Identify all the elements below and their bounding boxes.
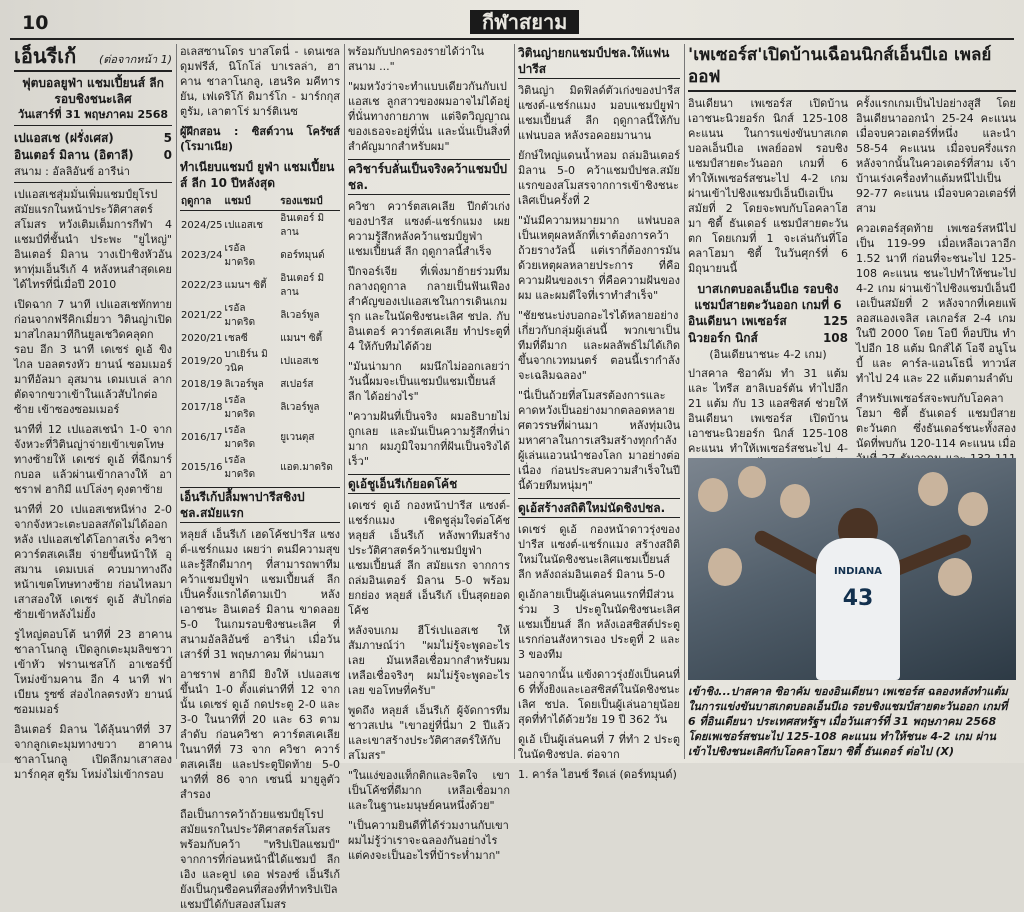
cell-runner-up: แอต.มาดริด	[280, 462, 333, 473]
paragraph: "ผมหวังว่าจะทำแบบเดียวกันกับเปแอสเช ลูกสาวของผมอาจไม่ได้อยู่ที่นั่นทางกายภาพ แต่จิตวิญญาณของเธอจะอยู่ที่นั่น และนั่นเป็นสิ่งที่สำคัญมากสำหรับผม"	[348, 80, 510, 153]
paragraph: สำหรับเพเซอร์สจะพบกับโอคลาโฮมา ซิตี้ ธันเดอร์ แชมป์สายตะวันตก ซึ่งธันเดอร์ชนะทั้งสองนัดที่พบกัน 120-114 คะแนน เมื่อ	[856, 392, 1016, 450]
continued-note: (ต่อจากหน้า 1)	[98, 53, 172, 66]
paragraph: ยักษ์ใหญ่แดนน้ำหอม ถล่มอินเตอร์ มิลาน 5-0 คว้าแชมป์ปชล.สมัยแรกของสโมสรจากการเข้าชิงชนะเลิศเป็นครั้งที่ 2	[518, 149, 680, 207]
col-champion: แชมป์	[224, 194, 280, 211]
paragraph: พร้อมกับปกครองรายได้ว่าในสนาม ..."	[348, 45, 484, 73]
score-row-home	[14, 130, 172, 147]
match-subtitle: ฟุตบอลยูฟ่า แชมเปี้ยนส์ ลีก รอบชิงชนะเลิศ	[22, 76, 164, 106]
paragraph: "มันน่ามาก ผมนึกไม่ออกเลยว่า วันนี้ผมจะเป็นแชมป์แชมเปี้ยนส์ ลีก ได้อย่างไร"	[348, 360, 510, 403]
jersey-team: INDIANA	[834, 566, 882, 577]
table-row	[180, 393, 340, 423]
paragraph: หลังจบเกม ฮีโร่เปแอสเช ให้สัมภาษณ์ว่า "ผมไม่รู้จะพูดอะไรเลย มันเหลือเชื่อมากสำหรับผม เหลือเชื่อจริงๆ ผมไม่รู้จะพูดอะไรเลย ขอโทษที่ครับ"	[348, 624, 510, 697]
table-row	[180, 423, 340, 453]
player-jersey	[816, 538, 900, 680]
nba-home-score: 125	[822, 314, 848, 328]
paragraph: ถือเป็นการคว้าถ้วยแชมป์ยุโรปสมัยแรกในประวัติศาสตร์สโมสร พร้อมกับคว้า "ทริปเปิลแชมป์" จากการที่ก่อนหน้านี้ได้แชมป์ ลีก เอิง และคูป เดอ ฟรองซ์ เอ็นรีเก้ยังเป็นกุนซือคนที่สองที่ทำทริปเปิลแชมป์ได้กับสองสโมสร	[180, 808, 340, 911]
cell-runner-up: เปแอสเช	[280, 356, 319, 367]
section-heading: เอ็นรีเก้ปลื้มพาปารีสชิงปชล.สมัยแรก	[180, 487, 340, 523]
crowd-figure	[698, 478, 728, 512]
cell-champion: เรอัล มาดริด	[224, 425, 256, 450]
stadium: สนาม : อัลลิอันซ์ อารีน่า	[14, 164, 172, 183]
table-row	[180, 331, 340, 347]
page-header	[0, 10, 1024, 36]
cell-runner-up: ลิเวอร์พูล	[280, 402, 320, 413]
cell-season: 2015/16	[181, 462, 223, 473]
cell-runner-up: อินเตอร์ มิลาน	[280, 213, 325, 238]
table-row	[180, 271, 340, 301]
photo-caption: เข้าชิง...ปาสคาล ซิอาคัม ของอินเดียนา เพเซอร์ส ฉลองหลังทำแต้ม ในการแข่งขันบาสเกตบอลเอ็นบีเอ รอบชิงแชมป์สายตะวันออก เกมที่ 6 ที่อินเดียนา ประเทศสหรัฐฯ เมื่อวันเสาร์ที่ 31 พฤษภาคม 2568 โดยเพเซอร์สชนะไป 125-108 คะแนน ทำให้ชนะ 4-2 เกม ผ่านเข้าไปชิงชนะเลิศกับโอคลาโฮมา ซิตี้ ธันเดอร์ ต่อไป (X)	[688, 685, 1008, 758]
paragraph: "ในแง่ของแท็กติกและจิตใจ เขาเป็นโค้ชที่ดีมาก เหลือเชื่อมาก และในฐานะมนุษย์คนหนึ่งด้วย"	[348, 769, 510, 812]
paragraph: ครั้งแรกเกมเป็นไปอย่างสูสี โดยอินเดียนาออกนำ 25-24 คะแนน เมื่อจบควอเตอร์ที่หนึ่ง และนำ 58-54 คะแนน เมื่อจบครึ่งแรก หลังจากนั้นในควอเตอร์ที่สาม เจ้าบ้านเร่งเครื่องทำแต้มหนีไปเป็น 92-77 คะแนน เมื่อจบควอเตอร์ที่สาม	[856, 97, 1016, 215]
cell-season: 2020/21	[181, 333, 223, 344]
cell-champion: เรอัล มาดริด	[224, 303, 256, 328]
section-heading: วิตินญ่ายกแชมป์ปชล.ให้แฟนปารีส	[518, 44, 680, 79]
paragraph: อินเตอร์ มิลาน ได้ลุ้นนาทีที่ 37 จากลูกเตะมุมทางขวา ฮาคาน ชาลาโนกลู เปิดลีกมาเสาสอง มาร์กคุส ตูรัม โหม่งไม่เข้ากรอบ	[14, 723, 172, 781]
cell-season: 2021/22	[181, 310, 223, 321]
column-5	[688, 44, 1016, 457]
cell-runner-up: ลิเวอร์พูล	[280, 310, 320, 321]
cell-season: 2017/18	[181, 402, 223, 413]
paragraph: 1. คาร์ล ไฮนซ์ รีดเล่ (ดอร์ทมุนด์)	[518, 768, 677, 781]
paragraph: วิตินญ่า มิดฟิลด์ตัวเก่งของปารีส แซงต์-แชร์กแมง มอบแชมป์ยูฟ่า แชมเปี้ยนส์ ลีก ฤดูกาลนี้ให้กับแฟนบอล หลังรอคอยมานาน	[518, 84, 680, 142]
nba-away-team: นิวยอร์ก นิกส์	[688, 331, 758, 345]
nba-series-note: (อินเดียนาชนะ 4-2 เกม)	[709, 348, 827, 361]
nba-box-title: บาสเกตบอลเอ็นบีเอ รอบชิงแชมป์สายตะวันออก เกมที่ 6	[694, 282, 842, 312]
crowd-figure	[708, 548, 742, 586]
cell-champion: ลิเวอร์พูล	[224, 379, 264, 390]
cell-season: 2019/20	[181, 356, 223, 367]
col-season: ฤดูกาล	[180, 194, 224, 211]
page-number: 10	[22, 12, 49, 34]
paragraph: พูดถึง หลุยส์ เอ็นรีเก้ ผู้จัดการทีมชาวสเปน "เขาอยู่ที่นี่มา 2 ปีแล้ว และเขาสร้างประวัติศาสตร์ให้กับสโมสร"	[348, 704, 510, 762]
column-divider	[344, 44, 345, 759]
section-heading: ดูเอ้ชูเอ็นรีเก้ยอดโค้ช	[348, 474, 510, 494]
cell-champion: เชลซี	[224, 333, 248, 344]
nba-headline: 'เพเซอร์ส'เปิดบ้านเฉือนนิกส์เอ็นบีเอ เพลย์ออฟ	[688, 44, 1016, 92]
column-4	[518, 44, 680, 781]
coach-text: ผู้ฝึกสอน : ซิสต์วาน โครัซส์ (โรมาเนีย)	[180, 125, 340, 153]
cell-season: 2016/17	[181, 432, 223, 443]
score-row-away	[14, 147, 172, 164]
nba-score-away	[688, 330, 848, 347]
crowd-figure	[938, 558, 972, 596]
paragraph: "นี่เป็นถ้วยที่สโมสรต้องการและคาดหวังเป็นอย่างมากตลอดหลายศตวรรษที่ผ่านมา หลังทุ่มเงินมหาศาลในการเสริมสร้างทุกกำลังผู้เล่นแอวนนำชองโลก มาอย่างต่อเนื่อง ก่อนประสบความสำเร็จในปีนี้ด้วยทีมหนุ่มๆ"	[518, 389, 680, 492]
paragraph: นาทีที่ 12 เปแอสเชนำ 1-0 จากจังหวะที่วิตินญ่าจ่ายเข้าเขตโทษทางซ้ายให้ เดเซร่ ดูเอ้ ที่ฉีกมาร์กบอล แล้วผ่านเข้ากลางให้ อาชราฟ ฮากิมี แปโล่งๆ ดุงตาซ้าย	[14, 423, 172, 496]
cell-season: 2023/24	[181, 250, 223, 261]
paragraph: ดูเอ้ เป็นผู้เล่นคนที่ 7 ที่ทำ 2 ประตูในนัดชิงชปล. ต่อจาก	[518, 733, 680, 761]
paragraph: นาทีที่ 20 เปแอสเชหนีห่าง 2-0 จากจังหวะเตะบอลสกัดไม่ได้ออกหลัง เปแอสเชได้โอกาสเริ่ง ควิชา ควาร์ตสเคเลีย จ่ายขึ้นหน้าให้ อุสมาน เดมเบเล่ ควบมาทางถึงหน้าเขตโทษทางซ้าย ก่อนไหลมาเสาสองให้ เดเซร่ ดูเอ้ สับไกต่อซ้ายเข้าหลังไม่ยั้ง	[14, 503, 172, 621]
cell-champion: เรอัล มาดริด	[224, 455, 256, 480]
paragraph: "เป็นความยินดีที่ได้ร่วมงานกับเขา ผมไม่รู้ว่าเราจะฉลองกันอย่างไร แต่คงจะเป็นอะไรที่บ้าระห่ำมาก"	[348, 819, 509, 862]
cell-season: 2024/25	[181, 220, 223, 231]
cell-champion: แมนฯ ซิตี้	[224, 280, 267, 291]
table-row	[180, 347, 340, 377]
crowd-figure	[780, 484, 810, 518]
paragraph: ควอเตอร์สุดท้าย เพเซอร์สหนีไปเป็น 119-99 เมื่อเหลือเวลาอีก 1.52 นาที ก่อนที่จะชนะไป 125-108 คะแนน ชนะไปทำให้ชนะไป 4-2 เกม ผ่านเข้าไปชิงแชมป์เอ็นบีเอเป็นสมัยที่ 2 หลังจากที่เคยแพ้ลอสแองเจลิส เลเกอร์ส 2-4 เกม ในปี 2000 โดย โอบี ท็อปปิน ทำไปอีก 18 แต้ม นิกส์ได้ โอจี อนูโนบี้ และ คาร์ล-แอนโธนี่ ทาวน์ส ทำไป 24 และ 22 แต้มตามลำดับ	[856, 222, 1016, 385]
paragraph: ปาสคาล ซิอาคัม ทำ 31 แต้ม และ ไทรีส ฮาลิเบอร์ตัน ทำไปอีก 21 แต้ม กับ 13 แอสซิสต์ ช่วยให้อินเดียนา เพเซอร์ส เปิดบ้านเอาชนะนิวยอร์ก นิกส์ 125-108 คะแนน ทำให้เพเซอร์สชนะไป 4-	[688, 367, 848, 455]
column-divider	[176, 44, 177, 759]
jersey-number: 43	[842, 586, 874, 611]
paragraph: รูไหญ่ตอบโต้ นาทีที่ 23 ฮาคาน ชาลาโนกลู เปิดลูกเตะมุมลิขชวาเข้าหัว ฟรานเชสโก้ อาเชอร์บี้ โหม่งข้ามคาน อีก 4 นาที ฟาเบียน รูซซ์ ส่องไกลตรงหัว ยานน์ ซอมเมอร์	[14, 628, 172, 716]
champions-table	[180, 194, 340, 483]
nba-score-home	[688, 313, 848, 330]
cell-runner-up: อินเตอร์ มิลาน	[280, 273, 325, 298]
column-divider	[684, 44, 685, 759]
cell-champion: เปแอสเช	[224, 220, 264, 231]
header-rule	[10, 38, 1014, 40]
table-row	[180, 211, 340, 242]
paragraph: เดเซร่ ดูเอ้ กองหน้าดาวรุ่งของปารีส แซงต์-แชร์กแมง สร้างสถิติใหม่ในนัดชิงชนะเลิศแชมเปี้ยนส์ ลีก หลังถล่มอินเตอร์ มิลาน 5-0	[518, 523, 680, 581]
nba-home-team: อินเดียนา เพเซอร์ส	[688, 314, 787, 328]
cell-runner-up: สเปอร์ส	[280, 379, 314, 390]
table-row	[180, 241, 340, 271]
column-divider	[514, 44, 515, 759]
paragraph: "มันมีความหมายมาก แฟนบอลเป็นเหตุผลหลักที่เราต้องการคว้าถ้วยรางวัลนี้ แต่เรากี่ต้องการมันด้วยเหตุผลหลายประการ ที่คือความฝันของเรา ที่คือความฝันของผม และผมดีใจที่เราทำสำเร็จ"	[518, 214, 680, 302]
column-2	[180, 44, 340, 911]
paragraph: อินเดียนา เพเซอร์ส เปิดบ้านเอาชนะนิวยอร์ก นิกส์ 125-108 คะแนน ในการแข่งขันบาสเกตบอลเอ็นบีเอ เพลย์ออฟ รอบชิงแชมป์สายตะวันออก เกมที่ 6 ทำให้เพเซอร์สชนะไป 4-2 เกม ผ่านเข้าไปชิงแชมป์เอ็นบีเอเป็นสมัยที่ 2 โดยจะพบกับโอคลาโฮมา ซิตี้ ธันเดอร์ แชมป์สายตะวันตก โดยเกมที่ 1 จะเล่นกันที่โอคลาโฮมา ซิตี้ ในวันศุกร์ที่ 6 มิถุนายนนี้	[688, 97, 848, 275]
match-date: วันเสาร์ที่ 31 พฤษภาคม 2568	[14, 107, 172, 126]
title-text: เอ็นรีเก้	[14, 44, 77, 68]
column-3	[348, 44, 510, 862]
paragraph: เปิดฉาก 7 นาที เปแอสเชทักทายก่อนจากฟรีคิกเมี่ยวา วิตินญ่าเปิดมาสไกลมาทีกินยูลเชวิดคลุดกรอบ อีก 3 นาที เดเซร่ ดูเอ้ ขิงไกล บอลตรงหัว ยานน์ ซอมเมอร์ มาทีอัลมา อุสมาน เดมเบเล่ ลากตัดจากขวาเข้าในแล้วสับไกต่อซ้าย เข้าซองซอมเมอร์	[14, 298, 172, 416]
champions-table-title: ทำเนียบแชมป์ ยูฟ่า แชมเปี้ยนส์ ลีก 10 ปีหลังสุด	[180, 160, 335, 190]
table-row	[180, 453, 340, 483]
cell-runner-up: ดอร์ทมุนด์	[280, 250, 325, 261]
away-score: 0	[163, 148, 172, 162]
section-heading: ดูเอ้สร้างสถิติใหม่นัดชิงปชล.	[518, 498, 680, 518]
paragraph: เปแอสเชสุ่มมั่นเพิ่มแชมป์ยุโรปสมัยแรกในหน้าประวัติศาสตร์สโมสร หวังเติมเต็มการกีฬา 4 แชมป์ที่ชั้นนำ ประพะ "ยูไหญ่" อินเตอร์ มิลาน วางเป้าชิงหัวอันหาทุ่มเอ็นรีเก้ 4 หลังหนสำสุดเคยได้ไทรที่นี่เมื่อปี 2010	[14, 188, 172, 291]
cell-champion: บาเยิร์น มิวนิค	[224, 349, 268, 374]
paragraph: อาชราฟ ฮากิมี ยิงให้ เปแอสเช ขึ้นนำ 1-0 ตั้งแต่นาทีที่ 12 จากนั้น เดเซร่ ดูเอ้ กดประตู 2-0 และ 3-0 ในนาทีที่ 20 และ 63 ตามลำดับ ก่อนควิชา ควาร์ตสเคเลีย ในนาทีที่ 73 จาก ควิชา ควาร์ตสเคเลีย และประตูปิดท้าย 5-0 นาทีที่ 86 จาก เซนนี่ มายูลูตัวสำรอง	[180, 668, 340, 801]
cell-season: 2018/19	[181, 379, 223, 390]
paragraph: นอกจากนั้น แข้งดาวรุ่งยังเป็นคนที่ 6 ที่ทั้งยิงและเอสซิสต์ในนัดชิงชนะเลิศ ชปล. โดยเป็นผู้เล่นอายุน้อยสุดที่ทำได้ด้วยวัย 19 ปี 362 วัน	[518, 668, 680, 726]
crowd-figure	[958, 492, 988, 526]
paragraph: ดูเอ้กลายเป็นผู้เล่นคนแรกที่มีส่วนร่วม 3 ประตูในนัดชิงชนะเลิศแชมเปี้ยนส์ ลีก หลังเอสซิสต์ประตูแรกก่อนสังหารเอง ประตูที่ 2 และ 3 ของทีม	[518, 588, 680, 661]
cell-champion: เรอัล มาดริด	[224, 243, 256, 268]
cell-champion: เรอัล มาดริด	[224, 395, 256, 420]
cell-runner-up: ยูเวนตุส	[280, 432, 315, 443]
paragraph: "ความฝันที่เป็นจริง ผมอธิบายไม่ถูกเลย และมันเป็นความรู้สึกที่น่ามาก ผมภูมิใจมากที่ฝันเป็นจริงได้เร็ว"	[348, 410, 510, 468]
cell-runner-up: แมนฯ ซิตี้	[280, 333, 323, 344]
nba-away-score: 108	[822, 331, 848, 345]
paragraph: "ชัยชนะบ่งบอกอะไรได้หลายอย่างเกี่ยวกับกลุ่มผู้เล่นนี้ พวกเขาเป็นทีมที่ดีมาก และผลลัพธ์ไม่ได้เกิดขึ้นจากเวทมนตร์ ตอนนี้เรากำลังจะเฉลิมฉลอง"	[518, 309, 680, 382]
home-team: เปแอสเช (ฝรั่งเศส)	[14, 131, 114, 145]
lineup-text: อเลสซานโดร บาสโตนี่ - เดนเซล ดุมฟรีส์, นิโกโล่ บาเรลล่า, ฮาคาน ชาลาโนกลู, เฮนริค มคีทารยัน, เฟเดริโก้ ดิมาร์โก - มาร์กกุส ตูรัม, เลาตาโร่ มาร์ติเนซ	[180, 45, 340, 118]
cell-season: 2022/23	[181, 280, 223, 291]
section-heading: ควิชาร์บลั่นเป็นจริงคว้าแชมป์ปชล.	[348, 159, 510, 195]
article-title	[14, 44, 172, 72]
paragraph: ควิชา ควาร์ตสเคเลีย ปีกตัวเก่งของปารีส แซงต์-แชร์กแมง เผยความรู้สึกหลังคว้าแชมป์ยูฟ่า แชมเปี้ยนส์ ลีก ฤดูกาลนี้สำเร็จ	[348, 200, 510, 258]
table-header-row	[180, 194, 340, 211]
home-score: 5	[163, 131, 172, 145]
nba-photo	[688, 458, 1016, 680]
col-runner-up: รองแชมป์	[279, 194, 340, 211]
crowd-figure	[738, 466, 766, 498]
table-row	[180, 377, 340, 393]
crowd-figure	[918, 472, 948, 506]
paragraph: หลุยส์ เอ็นรีเก้ เฮดโค้ชปารีส แซงต์-แชร์กแมง เผยว่า ตนมีความสุขและรู้สึกดีมากๆ ที่สามารถพาทีมคว้าแชมป์ยูฟ่า แชมเปี้ยนส์ ลีก เป็นครั้งแรกได้ตามเป้า หลังเอาชนะ อินเตอร์ มิลาน ขาดลอย 5-0 ในเกมรอบชิงชนะเลิศ ที่สนามอัลลิอันซ์ อารีน่า เมื่อวันเสาร์ที่ 31 พฤษภาคม ที่ผ่านมา	[180, 528, 340, 661]
paragraph: เดเซร่ ดูเอ้ กองหน้าปารีส แซงต์-แชร์กแมง เชิดชูลุ่มใจต่อโค้ชหลุยส์ เอ็นรีเก้ หลังพาทีมสร้างประวัติศาสตร์คว้าแชมป์ยูฟ่า แชมเปี้ยนส์ ลีก สมัยแรก จากการถล่มอินเตอร์ มิลาน 5-0 พร้อมยกย่อง หลุยส์ เอ็นรีเก้ เป็นสุดยอดโค้ช	[348, 499, 510, 617]
column-1	[14, 44, 172, 781]
table-row	[180, 301, 340, 331]
away-team: อินเตอร์ มิลาน (อิตาลี)	[14, 148, 134, 162]
paragraph: ปีกจอร์เจีย ที่เพิ่งมาย้ายร่วมทีมกลางฤดูกาล กลายเป็นฟันเฟืองสำคัญของเปแอสเชในการเดินเกมรุก และในนัดชิงชนะเลิศ ชปล. กับอินเตอร์ ควาร์ตสเคเลีย ทำประตูที่ 4 ให้กับทีมได้ด้วย	[348, 265, 510, 353]
masthead: กีฬาสยาม	[470, 10, 579, 34]
